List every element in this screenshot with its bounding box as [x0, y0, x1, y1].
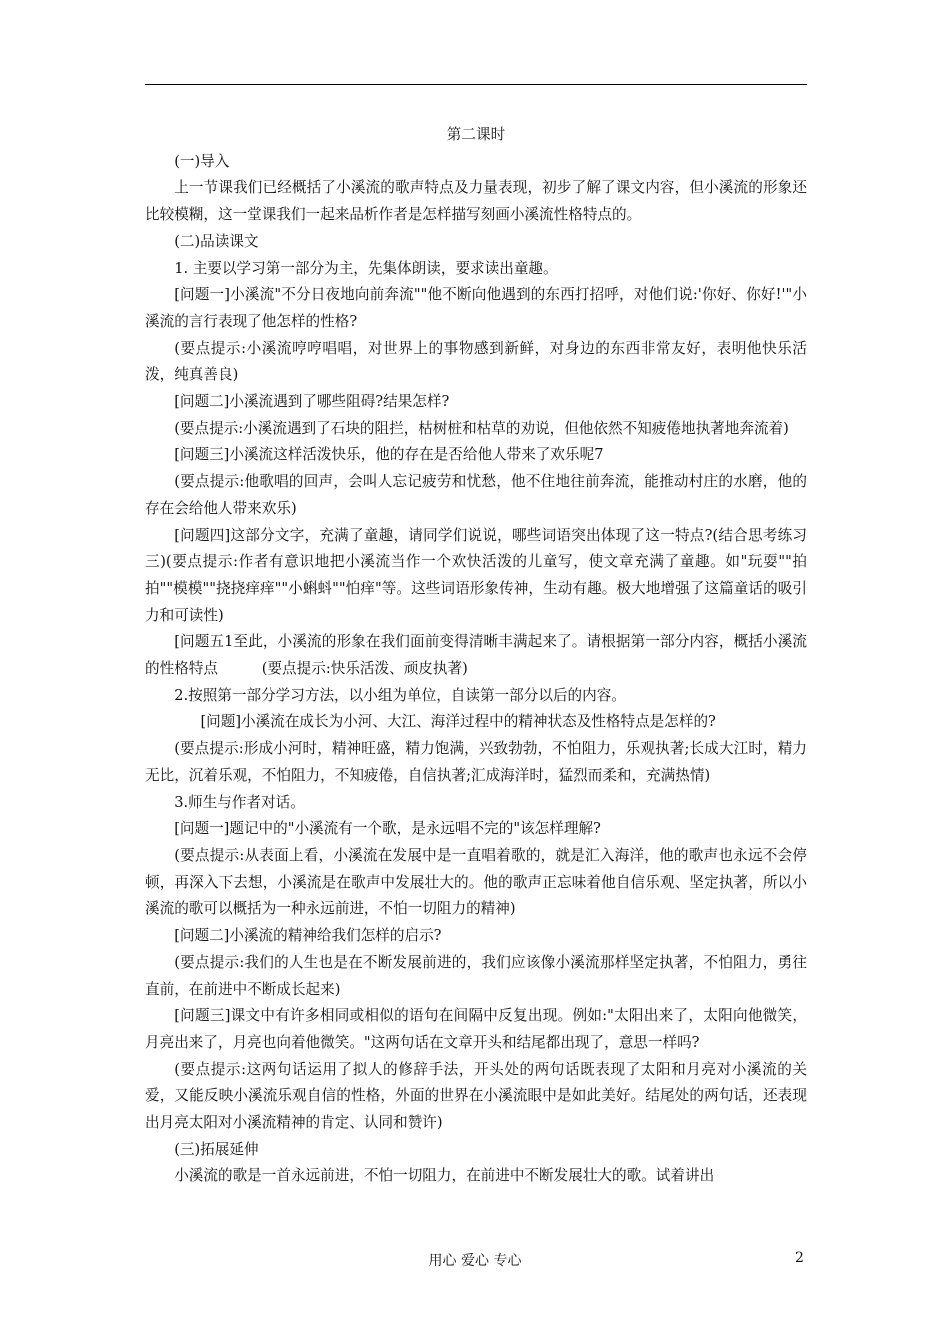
question: [问题二]小溪流的精神给我们怎样的启示?	[174, 927, 442, 945]
paragraph: 1. 主要以学习第一部分为主，先集体朗读，要求读出童趣。	[174, 259, 558, 277]
question: [问题五1至此，小溪流的形象在我们面前变得清晰丰满起来了。请根据第一部分内容，概括小溪流的性格特点 (要点提示:快乐活泼、顽皮执著)	[145, 633, 807, 678]
paragraph: 3.师生与作者对话。	[174, 793, 305, 811]
document-body	[145, 122, 807, 1190]
hint: (要点提示:小溪流遇到了石块的阻拦，枯树桩和枯草的劝说，但他依然不知疲倦地执著地奔流着)	[174, 419, 789, 437]
question: [问题三]小溪流这样活泼快乐，他的存在是否给他人带来了欢乐呢7	[174, 446, 604, 464]
heading-intro: (一)导入	[174, 152, 230, 170]
hint: (要点提示:小溪流哼哼唱唱，对世界上的事物感到新鲜，对身边的东西非常友好，表明他快乐活泼，纯真善良)	[145, 339, 807, 384]
paragraph: 小溪流的歌是一首永远前进，不怕一切阻力，在前进中不断发展壮大的歌。试着讲出	[174, 1167, 715, 1185]
hint: (要点提示:这两句话运用了拟人的修辞手法，开头处的两句话既表现了太阳和月亮对小溪流的关爱，又能反映小溪流乐观自信的性格，外面的世界在小溪流眼中是如此美好。结尾处的两句话，还表现出月亮太阳对小溪流精神的肯定、认同和赞许)	[145, 1060, 807, 1132]
question: [问题]小溪流在成长为小河、大江、海洋过程中的精神状态及性格特点是怎样的?	[200, 713, 716, 731]
question: [问题一]小溪流"不分日夜地向前奔流""他不断向他遇到的东西打招呼，对他们说:'你好、你好!'"小溪流的言行表现了他怎样的性格?	[145, 286, 807, 330]
header-rule	[145, 84, 807, 85]
footer-motto: 用心 爱心 专心	[428, 1253, 522, 1269]
question: [问题三]课文中有许多相同或相似的语句在间隔中反复出现。例如:"太阳出来了，太阳向他微笑，月亮出来了，月亮也向着他微笑。"这两句话在文章开头和结尾都出现了，意思一样吗?	[145, 1007, 807, 1051]
hint: (要点提示:从表面上看，小溪流在发展中是一直唱着歌的，就是汇入海洋，他的歌声也永远不会停顿，再深入下去想，小溪流是在歌声中发展壮大的。他的歌声正忘味着他自信乐观、坚定执著，所以小溪流的歌可以概括为一种永远前进，不怕一切阻力的精神)	[145, 846, 807, 918]
hint: (要点提示:形成小河时，精神旺盛，精力饱满，兴致勃勃，不怕阻力，乐观执著;长成大江时，精力无比，沉着乐观，不怕阻力，不知疲倦，自信执著;汇成海洋时，猛烈而柔和，充满热情)	[145, 740, 807, 784]
heading-reading: (二)品读课文	[174, 232, 259, 250]
hint: (要点提示:我们的人生也是在不断发展前进的，我们应该像小溪流那样坚定执著，不怕阻力，勇往直前，在前进中不断成长起来)	[145, 953, 807, 998]
question: [问题一]题记中的"小溪流有一个歌，是永远唱不完的"该怎样理解?	[174, 820, 601, 838]
hint: (要点提示:他歌唱的回声，会叫人忘记疲劳和忧愁，他不住地往前奔流，能推动村庄的水磨，他的存在会给他人带来欢乐)	[145, 473, 807, 517]
page-number: 2	[795, 1250, 804, 1266]
section-title: 第二课时	[446, 126, 506, 143]
question: [问题四]这部分文字，充满了童趣，请同学们说说，哪些词语突出体现了这一特点?(结合思考练习三)(要点提示:作者有意识地把小溪流当作一个欢快活泼的儿童写，使文章充满了童趣。如"玩耍""拍拍""模模""挠挠痒痒""小蝌蚪""怕痒"等。这些词语形象传神，生动有趣。极大地增强了这篇童话的吸引力和可读性)	[145, 526, 807, 624]
question: [问题二]小溪流遇到了哪些阻碍?结果怎样?	[174, 393, 450, 411]
heading-extension: (三)拓展延伸	[174, 1140, 259, 1158]
paragraph: 上一节课我们已经概括了小溪流的歌声特点及力量表现，初步了解了课文内容，但小溪流的形象还比较模糊，这一堂课我们一起来品析作者是怎样描写刻画小溪流性格特点的。	[145, 179, 807, 224]
paragraph: 2.按照第一部分学习方法，以小组为单位，自读第一部分以后的内容。	[174, 686, 626, 704]
